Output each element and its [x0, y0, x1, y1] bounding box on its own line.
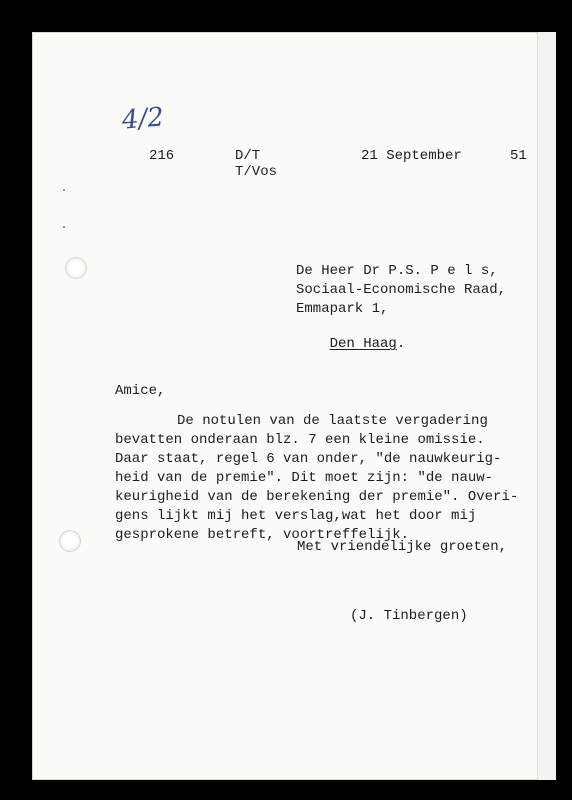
letter-number: 216 — [149, 148, 175, 164]
paper-right-edge — [537, 32, 556, 780]
letter-date: 21 September — [361, 148, 462, 164]
body-line-6: gens lijkt mij het verslag,wat het door mij — [115, 508, 477, 524]
punch-hole-top — [66, 258, 86, 278]
body-line-1: De notulen van de laatste vergadering — [177, 413, 488, 429]
reference-line-2: T/Vos — [235, 164, 278, 180]
body-line-7: gesprokene betreft, voortreffelijk. — [115, 527, 410, 543]
address-city: Den Haag — [329, 336, 397, 352]
margin-mark — [63, 226, 65, 228]
body-line-4: heid van de premie". Dit moet zijn: "de nauw- — [115, 470, 494, 486]
body-line-3: Daar staat, regel 6 van onder, "de nauwkeurig- — [115, 451, 502, 467]
address-line-3: Emmapark 1, — [296, 301, 389, 317]
address-line-1: De Heer Dr P.S. P e l s, — [296, 263, 498, 279]
margin-mark — [63, 189, 65, 191]
handwritten-note: 4/2 — [120, 102, 166, 136]
signature: (J. Tinbergen) — [350, 608, 468, 624]
address-city-period: . — [396, 336, 406, 352]
body-line-5: keurigheid van de berekening der premie". Overi- — [115, 489, 519, 505]
closing: Met vriendelijke groeten, — [297, 539, 508, 555]
salutation: Amice, — [115, 383, 166, 399]
reference-line-1: D/T — [235, 148, 261, 164]
letter-year: 51 — [510, 148, 527, 164]
letter-page — [32, 32, 556, 780]
punch-hole-bottom — [60, 531, 80, 551]
body-line-2: bevatten onderaan blz. 7 een kleine omissie. — [115, 432, 485, 448]
address-city-line — [296, 320, 405, 368]
address-line-2: Sociaal-Economische Raad, — [296, 282, 507, 298]
